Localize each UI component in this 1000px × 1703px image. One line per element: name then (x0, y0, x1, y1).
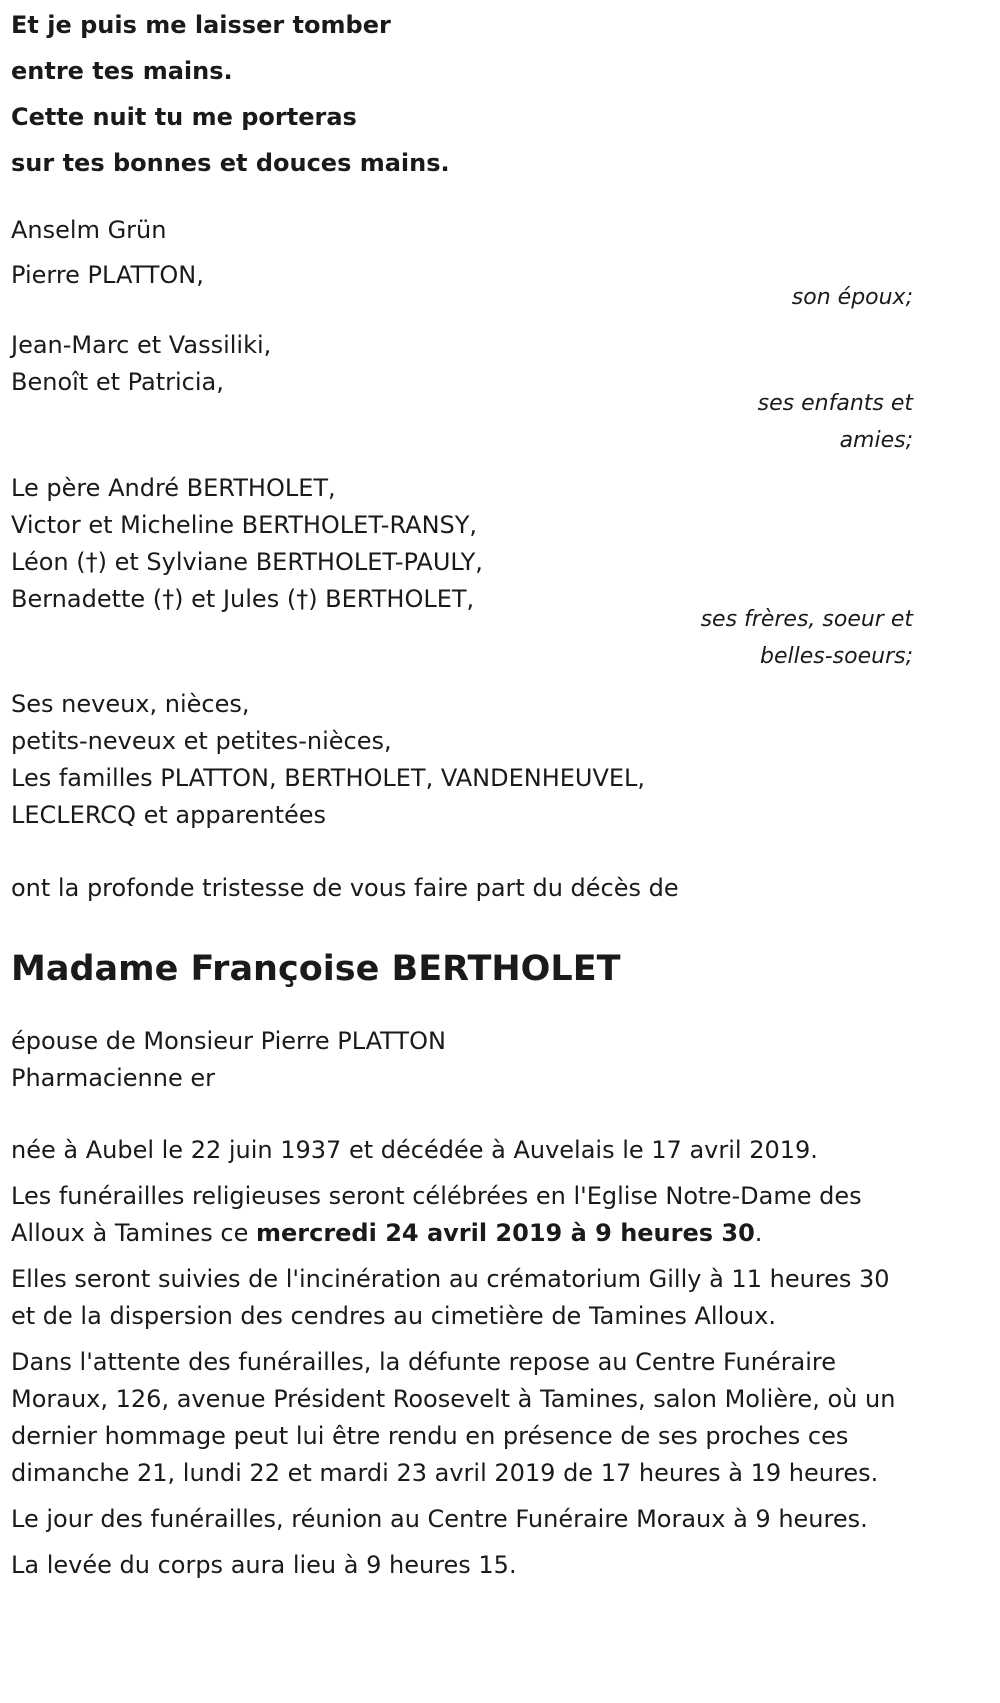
child-name: Benoît et Patricia, (11, 368, 224, 396)
deceased-info (11, 1023, 913, 1097)
spouse-name: Pierre PLATTON, (11, 261, 204, 289)
family-line: Ses neveux, nièces, (11, 690, 250, 718)
siblings-section (11, 470, 913, 675)
poem-line: Et je puis me laisser tomber (11, 11, 391, 39)
deceased-name: Madame Françoise BERTHOLET (11, 949, 621, 989)
poem-line: Cette nuit tu me porteras (11, 103, 357, 131)
siblings-role: ses frères, soeur et (700, 607, 913, 632)
deceased-spouse: épouse de Monsieur Pierre PLATTON (11, 1027, 446, 1055)
family-line: petits-neveux et petites-nièces, (11, 727, 392, 755)
spouse-section (11, 257, 913, 316)
deceased-profession: Pharmacienne er (11, 1064, 215, 1092)
funeral-text-end: . (754, 1219, 763, 1247)
sibling-name: Victor et Micheline BERTHOLET-RANSY, (11, 511, 478, 539)
announcement: ont la profonde tristesse de vous faire part du décès de (11, 874, 679, 902)
funeral-text: Les funérailles religieuses seront célébrées en l'Eglise Notre-Dame des Alloux à Tamines ce (11, 1182, 862, 1247)
meeting-details: Le jour des funérailles, réunion au Centre Funéraire Moraux à 9 heures. (11, 1505, 868, 1533)
funeral-details (11, 1178, 913, 1252)
sibling-name: Léon (†) et Sylviane BERTHOLET-PAULY, (11, 548, 483, 576)
poem-author: Anselm Grün (11, 216, 167, 244)
obituary-page (11, 0, 913, 1584)
visitation-details: Dans l'attente des funérailles, la défunte repose au Centre Funéraire Moraux, 126, avenue Président Roosevelt à Tamines, salon Molière, où un dernier hommage peut lui être rendu en présence de ses proches ces dimanche 21, lundi 22 et mardi 23 avril 2019 de 17 heures à 19 heures. (11, 1348, 896, 1487)
children-role: ses enfants et (757, 391, 913, 416)
family-line: Les familles PLATTON, BERTHOLET, VANDENHEUVEL, (11, 764, 646, 792)
sibling-name: Bernadette (†) et Jules (†) BERTHOLET, (11, 585, 475, 613)
siblings-role: belles-soeurs; (760, 644, 913, 669)
cremation-details: Elles seront suivies de l'incinération au crématorium Gilly à 11 heures 30 et de la dispersion des cendres au cimetière de Tamines Alloux. (11, 1265, 890, 1330)
children-role: amies; (839, 428, 913, 453)
family-section (11, 686, 913, 834)
birth-death: née à Aubel le 22 juin 1937 et décédée à Auvelais le 17 avril 2019. (11, 1136, 818, 1164)
family-line: LECLERCQ et apparentées (11, 801, 327, 829)
spouse-role: son époux; (791, 285, 913, 310)
poem-line: sur tes bonnes et douces mains. (11, 149, 450, 177)
funeral-date: mercredi 24 avril 2019 à 9 heures 30 (255, 1219, 755, 1247)
child-name: Jean-Marc et Vassiliki, (11, 331, 272, 359)
poem-line: entre tes mains. (11, 57, 233, 85)
poem (11, 0, 913, 186)
levee-details: La levée du corps aura lieu à 9 heures 15. (11, 1551, 517, 1579)
sibling-name: Le père André BERTHOLET, (11, 474, 336, 502)
children-section (11, 327, 913, 459)
